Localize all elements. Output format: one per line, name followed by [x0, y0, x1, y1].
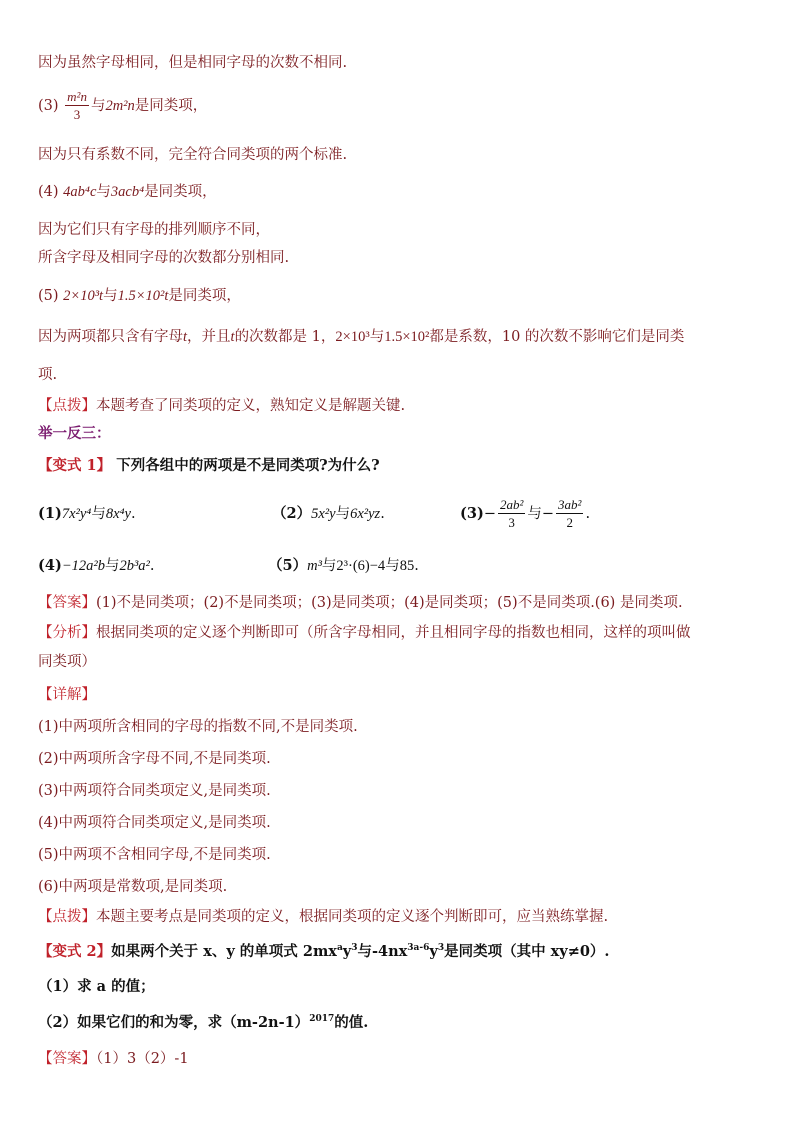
answer-tag: 【答案】 — [38, 1051, 96, 1067]
text-line: 因为两项都只含有字母t，并且t的次数都是 1，2×10³与1.5×10²都是系数，10 的次数不影响它们是同类 — [38, 329, 685, 345]
detail-2: (2)中两项所含字母不同,不是同类项. — [38, 751, 271, 767]
tip-tag: 【点拨】 — [38, 909, 96, 925]
detail-1: (1)中两项所含相同的字母的指数不同,不是同类项. — [38, 719, 358, 735]
question-2: （2）5x²y与6x²yz. — [272, 505, 385, 522]
text-line: 项. — [38, 367, 58, 383]
text-line: 所含字母及相同字母的次数都分别相同. — [38, 250, 290, 266]
math-term: 3acb⁴ — [110, 184, 145, 200]
variant-2-heading: 【变式 2】如果两个关于 x、y 的单项式 $2mx^ay^3$与$-4nx^{3a-6}y^3$是同类项（其中 xy≠0）. — [38, 943, 610, 960]
section-heading: 举一反三： — [38, 425, 111, 442]
detail-6: (6)中两项是常数项,是同类项. — [38, 879, 228, 895]
text-line: 因为虽然字母相同，但是相同字母的次数不相同. — [38, 55, 348, 71]
text-line: 因为它们只有字母的排列顺序不同， — [38, 222, 270, 238]
analysis-tag: 【分析】 — [38, 625, 96, 641]
fraction: $\frac{\text{m²n}}{3}$ — [67, 89, 87, 122]
tip-tag: 【点拨】 — [38, 398, 96, 414]
math-term: 4ab⁴c — [63, 184, 97, 200]
variant-1-heading: 【变式 1】 下列各组中的两项是不是同类项?为什么? — [38, 457, 380, 474]
variant-2-question-2: （2）如果它们的和为零，求$(m-2n-1)^{2017}$的值. — [38, 1014, 369, 1031]
item-5-line: (5) 2×10³t与1.5×10²t是同类项， — [38, 288, 241, 304]
question-5: （5）m³与2³·(6)−4与85. — [268, 557, 419, 574]
item-3-line: (3) $\frac{\text{m²n}}{3}$ 与2m²n是同类项， — [38, 89, 208, 122]
analysis-line: 【分析】根据同类项的定义逐个判断即可（所含字母相同，并且相同字母的指数也相同，这样的项叫做 — [38, 625, 691, 641]
answer-line: 【答案】(1)不是同类项；(2)不是同类项；(3)是同类项；(4)是同类项；(5)不是同类项.(6) 是同类项. — [38, 595, 683, 611]
detail-4: (4)中两项符合同类项定义,是同类项. — [38, 815, 271, 831]
answer-line-2: 【答案】（1）3（2）-1 — [38, 1051, 189, 1067]
question-1: (1)7x²y⁴与8x⁴y. — [38, 505, 136, 522]
question-3: (3)− $\frac{\text{2ab²}}{3}$ 与− $\frac{\text{3ab²}}{2}$ . — [460, 497, 591, 530]
detail-tag: 【详解】 — [38, 687, 96, 703]
variant-tag: 【变式 2】 — [38, 943, 112, 960]
math-term: 1.5×10²t — [117, 288, 169, 304]
item-4-line: (4) 4ab⁴c与3acb⁴是同类项， — [38, 184, 217, 200]
tip-line: 【点拨】本题考查了同类项的定义，熟知定义是解题关键. — [38, 398, 406, 414]
analysis-line-2: 同类项） — [38, 654, 96, 670]
math-term: 2m²n — [105, 98, 135, 114]
question-row-1 — [38, 497, 764, 531]
variant-2-question-1: （1）求 a 的值； — [38, 978, 155, 995]
item-number: (3) — [38, 98, 59, 114]
detail-5: (5)中两项不含相同字母,不是同类项. — [38, 847, 271, 863]
question-4: (4)−12a²b与2b³a². — [38, 557, 155, 574]
answer-tag: 【答案】 — [38, 595, 96, 611]
text-line: 因为只有系数不同，完全符合同类项的两个标准. — [38, 147, 348, 163]
math-term: 2×10³t — [63, 288, 104, 304]
detail-3: (3)中两项符合同类项定义,是同类项. — [38, 783, 271, 799]
variant-tag: 【变式 1】 — [38, 457, 112, 474]
tip-line-2: 【点拨】本题主要考点是同类项的定义，根据同类项的定义逐个判断即可，应当熟练掌握. — [38, 909, 609, 925]
